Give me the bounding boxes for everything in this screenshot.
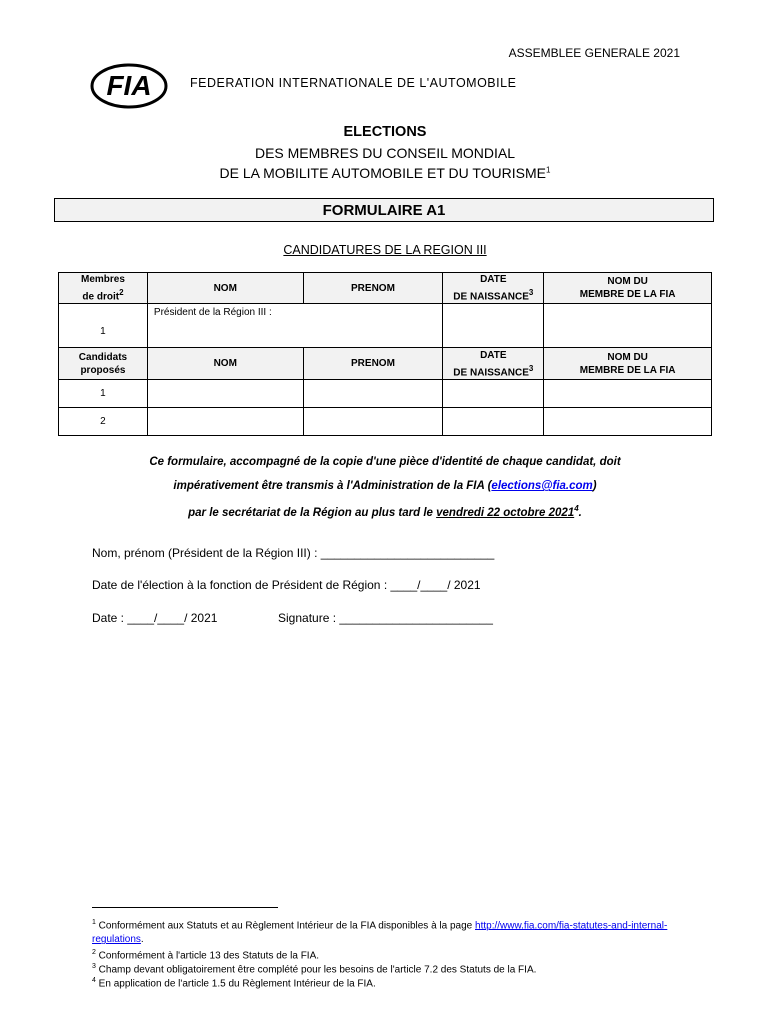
footnote-4: $^4$ En application de l'article 1.5 du Règlement Intérieur de la FIA. xyxy=(92,977,376,990)
member-fia-cell[interactable] xyxy=(544,304,712,348)
nom-header: NOM xyxy=(147,273,303,304)
footnote-divider xyxy=(92,907,278,908)
election-date-field[interactable]: Date de l'élection à la fonction de Président de Région : ____/____/ 2021 xyxy=(92,578,481,592)
assembly-label: ASSEMBLEE GENERALE 2021 xyxy=(508,46,680,60)
notice-line-2: impérativement être transmis à l'Administration de la FIA (elections@fia.com) xyxy=(173,480,597,492)
elections-email-link[interactable]: elections@fia.com xyxy=(491,480,593,492)
candidate-fia-cell[interactable] xyxy=(544,408,712,436)
table-header-row xyxy=(59,273,712,304)
president-cell[interactable]: Président de la Région III : xyxy=(147,304,442,348)
title-line-3: DE LA MOBILITE AUTOMOBILE ET DU TOURISME$^1$ xyxy=(219,165,551,181)
notice-line-1: Ce formulaire, accompagné de la copie d'une pièce d'identité de chaque candidat, doit xyxy=(149,456,621,468)
members-header: Membres de droit$^2$ xyxy=(59,273,148,304)
region-title: CANDIDATURES DE LA REGION III xyxy=(283,243,487,257)
signature-field[interactable]: Signature : _______________________ xyxy=(278,611,493,625)
president-name-field[interactable]: Nom, prénom (Président de la Région III) : __________________________ xyxy=(92,546,495,560)
footnote-1: $^1$ Conformément aux Statuts et au Règlement Intérieur de la FIA disponibles à la page http://www.fia.com/fia-statutes-and-internal-regulations. xyxy=(92,919,668,946)
nom-header: NOM xyxy=(147,348,303,380)
candidates-header: Candidats proposés xyxy=(59,348,148,380)
candidates-table xyxy=(58,272,712,436)
title-elections: ELECTIONS xyxy=(343,124,427,140)
fia-logo xyxy=(89,62,169,110)
candidate-nom-cell[interactable] xyxy=(147,380,303,408)
candidate-row-number: 2 xyxy=(59,408,148,436)
candidate-date-cell[interactable] xyxy=(443,380,544,408)
fia-statutes-link[interactable]: http://www.fia.com/fia-statutes-and-internal-regulations xyxy=(92,920,668,946)
member-fia-header: NOM DU MEMBRE DE LA FIA xyxy=(544,348,712,380)
prenom-header: PRENOM xyxy=(303,348,443,380)
table-row xyxy=(59,408,712,436)
date-header: DATE DE NAISSANCE$^3$ xyxy=(443,348,544,380)
candidate-date-cell[interactable] xyxy=(443,408,544,436)
candidate-row-number: 1 xyxy=(59,380,148,408)
title-line-2: DES MEMBRES DU CONSEIL MONDIAL xyxy=(254,145,516,161)
candidate-prenom-cell[interactable] xyxy=(303,408,443,436)
member-row-number: 1 xyxy=(59,304,148,348)
candidate-nom-cell[interactable] xyxy=(147,408,303,436)
date-field[interactable]: Date : ____/____/ 2021 xyxy=(92,611,218,625)
member-fia-header: NOM DU MEMBRE DE LA FIA xyxy=(544,273,712,304)
footnote-2: $^2$ Conformément à l'article 13 des Statuts de la FIA. xyxy=(92,949,320,962)
federation-name: FEDERATION INTERNATIONALE DE L'AUTOMOBILE xyxy=(190,76,517,90)
date-header: DATE DE NAISSANCE$^3$ xyxy=(443,273,544,304)
candidate-prenom-cell[interactable] xyxy=(303,380,443,408)
table-header-row xyxy=(59,348,712,380)
prenom-header: PRENOM xyxy=(303,273,443,304)
notice-line-3: par le secrétariat de la Région au plus tard le vendredi 22 octobre 2021$^4$. xyxy=(188,504,582,519)
candidate-fia-cell[interactable] xyxy=(544,380,712,408)
table-row xyxy=(59,380,712,408)
table-row xyxy=(59,304,712,348)
form-title: FORMULAIRE A1 xyxy=(54,198,714,222)
member-date-cell[interactable] xyxy=(443,304,544,348)
logo-lettering: FIA xyxy=(106,70,152,101)
footnote-3: $^3$ Champ devant obligatoirement être complété pour les besoins de l'article 7.2 des Statuts de la FIA. xyxy=(92,963,537,976)
